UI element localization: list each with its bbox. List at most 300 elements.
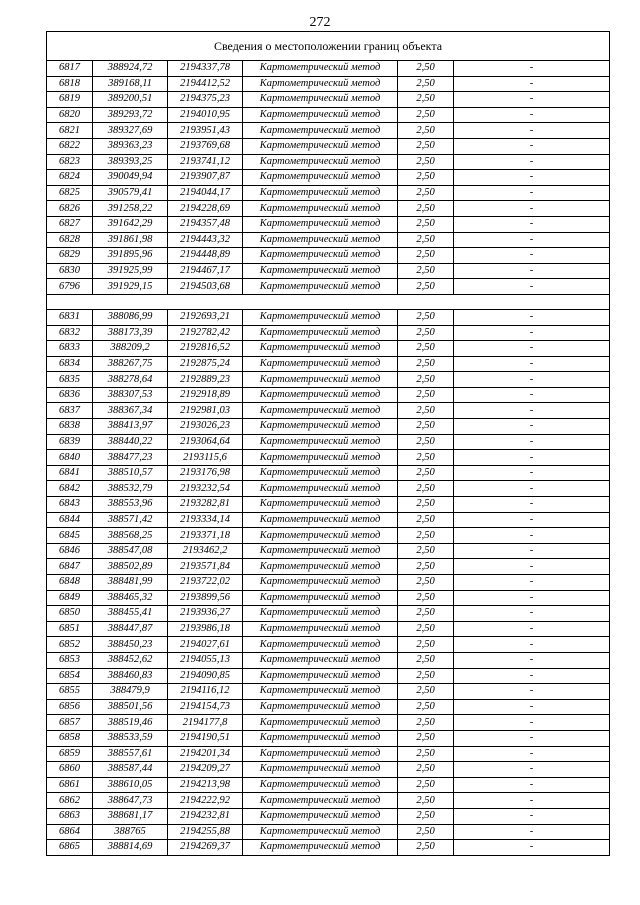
method-cell: Картометрический метод [243, 419, 398, 435]
table-row [47, 450, 610, 466]
y-coordinate-cell: 2193064,64 [168, 434, 243, 450]
x-coordinate-cell: 391895,96 [93, 248, 168, 264]
point-number-cell: 6837 [47, 403, 93, 419]
method-cell: Картометрический метод [243, 107, 398, 123]
method-cell: Картометрический метод [243, 76, 398, 92]
y-coordinate-cell: 2194412,52 [168, 76, 243, 92]
table-row [47, 730, 610, 746]
method-cell: Картометрический метод [243, 450, 398, 466]
table-row [47, 107, 610, 123]
point-number-cell: 6860 [47, 762, 93, 778]
table-row [47, 138, 610, 154]
accuracy-cell: 2,50 [398, 387, 454, 403]
table-row [47, 559, 610, 575]
table-row [47, 465, 610, 481]
accuracy-cell: 2,50 [398, 777, 454, 793]
description-cell: - [454, 621, 610, 637]
description-cell: - [454, 325, 610, 341]
description-cell: - [454, 465, 610, 481]
point-number-cell: 6828 [47, 232, 93, 248]
x-coordinate-cell: 389327,69 [93, 123, 168, 139]
y-coordinate-cell: 2192782,42 [168, 325, 243, 341]
x-coordinate-cell: 388413,97 [93, 419, 168, 435]
table-row [47, 824, 610, 840]
accuracy-cell: 2,50 [398, 123, 454, 139]
y-coordinate-cell: 2193769,68 [168, 138, 243, 154]
group-separator-cell [47, 294, 610, 309]
y-coordinate-cell: 2194201,34 [168, 746, 243, 762]
table-row [47, 185, 610, 201]
y-coordinate-cell: 2194222,92 [168, 793, 243, 809]
method-cell: Картометрический метод [243, 668, 398, 684]
method-cell: Картометрический метод [243, 387, 398, 403]
point-number-cell: 6821 [47, 123, 93, 139]
description-cell: - [454, 606, 610, 622]
description-cell: - [454, 793, 610, 809]
description-cell: - [454, 263, 610, 279]
y-coordinate-cell: 2192816,52 [168, 341, 243, 357]
y-coordinate-cell: 2193176,98 [168, 465, 243, 481]
table-title-row [47, 32, 610, 61]
x-coordinate-cell: 388465,32 [93, 590, 168, 606]
description-cell: - [454, 481, 610, 497]
point-number-cell: 6859 [47, 746, 93, 762]
table-row [47, 621, 610, 637]
point-number-cell: 6852 [47, 637, 93, 653]
point-number-cell: 6844 [47, 512, 93, 528]
point-number-cell: 6842 [47, 481, 93, 497]
group-separator-row [47, 294, 610, 309]
method-cell: Картометрический метод [243, 543, 398, 559]
y-coordinate-cell: 2194209,27 [168, 762, 243, 778]
y-coordinate-cell: 2193334,14 [168, 512, 243, 528]
point-number-cell: 6845 [47, 528, 93, 544]
description-cell: - [454, 248, 610, 264]
method-cell: Картометрический метод [243, 808, 398, 824]
boundary-table [46, 31, 610, 856]
x-coordinate-cell: 388533,59 [93, 730, 168, 746]
point-number-cell: 6823 [47, 154, 93, 170]
method-cell: Картометрический метод [243, 746, 398, 762]
point-number-cell: 6826 [47, 201, 93, 217]
method-cell: Картометрический метод [243, 684, 398, 700]
accuracy-cell: 2,50 [398, 824, 454, 840]
x-coordinate-cell: 389363,23 [93, 138, 168, 154]
description-cell: - [454, 232, 610, 248]
x-coordinate-cell: 389200,51 [93, 92, 168, 108]
point-number-cell: 6849 [47, 590, 93, 606]
x-coordinate-cell: 388568,25 [93, 528, 168, 544]
method-cell: Картометрический метод [243, 201, 398, 217]
y-coordinate-cell: 2193115,6 [168, 450, 243, 466]
description-cell: - [454, 777, 610, 793]
accuracy-cell: 2,50 [398, 652, 454, 668]
description-cell: - [454, 107, 610, 123]
point-number-cell: 6861 [47, 777, 93, 793]
accuracy-cell: 2,50 [398, 232, 454, 248]
table-row [47, 808, 610, 824]
accuracy-cell: 2,50 [398, 543, 454, 559]
accuracy-cell: 2,50 [398, 325, 454, 341]
description-cell: - [454, 684, 610, 700]
x-coordinate-cell: 388587,44 [93, 762, 168, 778]
point-number-cell: 6819 [47, 92, 93, 108]
description-cell: - [454, 403, 610, 419]
point-number-cell: 6830 [47, 263, 93, 279]
table-row [47, 201, 610, 217]
y-coordinate-cell: 2193371,18 [168, 528, 243, 544]
description-cell: - [454, 840, 610, 856]
y-coordinate-cell: 2194213,98 [168, 777, 243, 793]
x-coordinate-cell: 388557,61 [93, 746, 168, 762]
y-coordinate-cell: 2194190,51 [168, 730, 243, 746]
y-coordinate-cell: 2194503,68 [168, 279, 243, 295]
accuracy-cell: 2,50 [398, 730, 454, 746]
x-coordinate-cell: 388553,96 [93, 497, 168, 513]
description-cell: - [454, 341, 610, 357]
y-coordinate-cell: 2194255,88 [168, 824, 243, 840]
table-row [47, 652, 610, 668]
x-coordinate-cell: 391642,29 [93, 216, 168, 232]
point-number-cell: 6833 [47, 341, 93, 357]
table-row [47, 684, 610, 700]
accuracy-cell: 2,50 [398, 170, 454, 186]
accuracy-cell: 2,50 [398, 309, 454, 325]
accuracy-cell: 2,50 [398, 793, 454, 809]
method-cell: Картометрический метод [243, 590, 398, 606]
y-coordinate-cell: 2193722,02 [168, 575, 243, 591]
table-row [47, 590, 610, 606]
table-row [47, 419, 610, 435]
accuracy-cell: 2,50 [398, 341, 454, 357]
x-coordinate-cell: 388477,23 [93, 450, 168, 466]
y-coordinate-cell: 2193936,27 [168, 606, 243, 622]
description-cell: - [454, 185, 610, 201]
method-cell: Картометрический метод [243, 123, 398, 139]
table-row [47, 123, 610, 139]
description-cell: - [454, 92, 610, 108]
table-row [47, 699, 610, 715]
x-coordinate-cell: 388173,39 [93, 325, 168, 341]
x-coordinate-cell: 388460,83 [93, 668, 168, 684]
table-row [47, 543, 610, 559]
x-coordinate-cell: 388647,73 [93, 793, 168, 809]
accuracy-cell: 2,50 [398, 450, 454, 466]
y-coordinate-cell: 2193571,84 [168, 559, 243, 575]
table-row [47, 528, 610, 544]
accuracy-cell: 2,50 [398, 248, 454, 264]
accuracy-cell: 2,50 [398, 107, 454, 123]
description-cell: - [454, 715, 610, 731]
description-cell: - [454, 387, 610, 403]
x-coordinate-cell: 388481,99 [93, 575, 168, 591]
accuracy-cell: 2,50 [398, 715, 454, 731]
y-coordinate-cell: 2194010,95 [168, 107, 243, 123]
description-cell: - [454, 512, 610, 528]
description-cell: - [454, 668, 610, 684]
accuracy-cell: 2,50 [398, 840, 454, 856]
table-row [47, 575, 610, 591]
y-coordinate-cell: 2192875,24 [168, 356, 243, 372]
method-cell: Картометрический метод [243, 606, 398, 622]
x-coordinate-cell: 388519,46 [93, 715, 168, 731]
y-coordinate-cell: 2194357,48 [168, 216, 243, 232]
description-cell: - [454, 762, 610, 778]
method-cell: Картометрический метод [243, 434, 398, 450]
y-coordinate-cell: 2193462,2 [168, 543, 243, 559]
x-coordinate-cell: 391861,98 [93, 232, 168, 248]
description-cell: - [454, 637, 610, 653]
table-row [47, 777, 610, 793]
accuracy-cell: 2,50 [398, 559, 454, 575]
point-number-cell: 6832 [47, 325, 93, 341]
method-cell: Картометрический метод [243, 840, 398, 856]
y-coordinate-cell: 2194055,13 [168, 652, 243, 668]
table-row [47, 606, 610, 622]
description-cell: - [454, 138, 610, 154]
y-coordinate-cell: 2194116,12 [168, 684, 243, 700]
table-row [47, 793, 610, 809]
method-cell: Картометрический метод [243, 325, 398, 341]
point-number-cell: 6848 [47, 575, 93, 591]
point-number-cell: 6846 [47, 543, 93, 559]
accuracy-cell: 2,50 [398, 356, 454, 372]
point-number-cell: 6841 [47, 465, 93, 481]
point-number-cell: 6862 [47, 793, 93, 809]
accuracy-cell: 2,50 [398, 154, 454, 170]
y-coordinate-cell: 2194027,61 [168, 637, 243, 653]
y-coordinate-cell: 2194090,85 [168, 668, 243, 684]
x-coordinate-cell: 388455,41 [93, 606, 168, 622]
point-number-cell: 6817 [47, 61, 93, 77]
x-coordinate-cell: 388501,56 [93, 699, 168, 715]
point-number-cell: 6834 [47, 356, 93, 372]
x-coordinate-cell: 388209,2 [93, 341, 168, 357]
point-number-cell: 6835 [47, 372, 93, 388]
table-row [47, 403, 610, 419]
y-coordinate-cell: 2193026,23 [168, 419, 243, 435]
point-number-cell: 6850 [47, 606, 93, 622]
point-number-cell: 6820 [47, 107, 93, 123]
method-cell: Картометрический метод [243, 824, 398, 840]
point-number-cell: 6855 [47, 684, 93, 700]
method-cell: Картометрический метод [243, 699, 398, 715]
table-row [47, 61, 610, 77]
method-cell: Картометрический метод [243, 730, 398, 746]
point-number-cell: 6858 [47, 730, 93, 746]
point-number-cell: 6854 [47, 668, 93, 684]
point-number-cell: 6831 [47, 309, 93, 325]
accuracy-cell: 2,50 [398, 512, 454, 528]
table-row [47, 387, 610, 403]
accuracy-cell: 2,50 [398, 263, 454, 279]
method-cell: Картометрический метод [243, 263, 398, 279]
description-cell: - [454, 746, 610, 762]
x-coordinate-cell: 388532,79 [93, 481, 168, 497]
x-coordinate-cell: 388367,34 [93, 403, 168, 419]
y-coordinate-cell: 2193899,56 [168, 590, 243, 606]
x-coordinate-cell: 389393,25 [93, 154, 168, 170]
point-number-cell: 6851 [47, 621, 93, 637]
table-body [47, 32, 610, 856]
method-cell: Картометрический метод [243, 637, 398, 653]
description-cell: - [454, 450, 610, 466]
y-coordinate-cell: 2192981,03 [168, 403, 243, 419]
method-cell: Картометрический метод [243, 465, 398, 481]
description-cell: - [454, 528, 610, 544]
accuracy-cell: 2,50 [398, 76, 454, 92]
description-cell: - [454, 154, 610, 170]
point-number-cell: 6847 [47, 559, 93, 575]
table-title: Сведения о местоположении границ объекта [47, 32, 610, 61]
method-cell: Картометрический метод [243, 185, 398, 201]
accuracy-cell: 2,50 [398, 606, 454, 622]
accuracy-cell: 2,50 [398, 419, 454, 435]
y-coordinate-cell: 2194232,81 [168, 808, 243, 824]
table-row [47, 497, 610, 513]
method-cell: Картометрический метод [243, 403, 398, 419]
method-cell: Картометрический метод [243, 170, 398, 186]
description-cell: - [454, 543, 610, 559]
method-cell: Картометрический метод [243, 575, 398, 591]
x-coordinate-cell: 388307,53 [93, 387, 168, 403]
description-cell: - [454, 61, 610, 77]
y-coordinate-cell: 2194375,23 [168, 92, 243, 108]
method-cell: Картометрический метод [243, 621, 398, 637]
accuracy-cell: 2,50 [398, 434, 454, 450]
page-number: 272 [309, 15, 331, 30]
x-coordinate-cell: 391929,15 [93, 279, 168, 295]
x-coordinate-cell: 391925,99 [93, 263, 168, 279]
point-number-cell: 6836 [47, 387, 93, 403]
table-row [47, 434, 610, 450]
accuracy-cell: 2,50 [398, 684, 454, 700]
point-number-cell: 6822 [47, 138, 93, 154]
description-cell: - [454, 419, 610, 435]
description-cell: - [454, 170, 610, 186]
x-coordinate-cell: 391258,22 [93, 201, 168, 217]
method-cell: Картометрический метод [243, 154, 398, 170]
y-coordinate-cell: 2192889,23 [168, 372, 243, 388]
point-number-cell: 6839 [47, 434, 93, 450]
method-cell: Картометрический метод [243, 279, 398, 295]
description-cell: - [454, 279, 610, 295]
y-coordinate-cell: 2194448,89 [168, 248, 243, 264]
description-cell: - [454, 730, 610, 746]
point-number-cell: 6838 [47, 419, 93, 435]
x-coordinate-cell: 388547,08 [93, 543, 168, 559]
point-number-cell: 6864 [47, 824, 93, 840]
description-cell: - [454, 575, 610, 591]
method-cell: Картометрический метод [243, 232, 398, 248]
y-coordinate-cell: 2194177,8 [168, 715, 243, 731]
table-row [47, 356, 610, 372]
point-number-cell: 6824 [47, 170, 93, 186]
description-cell: - [454, 123, 610, 139]
x-coordinate-cell: 388765 [93, 824, 168, 840]
method-cell: Картометрический метод [243, 92, 398, 108]
description-cell: - [454, 824, 610, 840]
accuracy-cell: 2,50 [398, 279, 454, 295]
y-coordinate-cell: 2194154,73 [168, 699, 243, 715]
table-row [47, 481, 610, 497]
point-number-cell: 6827 [47, 216, 93, 232]
table-row [47, 637, 610, 653]
y-coordinate-cell: 2192918,89 [168, 387, 243, 403]
x-coordinate-cell: 388278,64 [93, 372, 168, 388]
table-row [47, 248, 610, 264]
x-coordinate-cell: 390049,94 [93, 170, 168, 186]
y-coordinate-cell: 2193951,43 [168, 123, 243, 139]
method-cell: Картометрический метод [243, 481, 398, 497]
description-cell: - [454, 201, 610, 217]
accuracy-cell: 2,50 [398, 403, 454, 419]
point-number-cell: 6818 [47, 76, 93, 92]
method-cell: Картометрический метод [243, 61, 398, 77]
method-cell: Картометрический метод [243, 528, 398, 544]
x-coordinate-cell: 388681,17 [93, 808, 168, 824]
point-number-cell: 6856 [47, 699, 93, 715]
method-cell: Картометрический метод [243, 715, 398, 731]
table-row [47, 170, 610, 186]
x-coordinate-cell: 388440,22 [93, 434, 168, 450]
y-coordinate-cell: 2193282,81 [168, 497, 243, 513]
y-coordinate-cell: 2193986,18 [168, 621, 243, 637]
point-number-cell: 6796 [47, 279, 93, 295]
description-cell: - [454, 808, 610, 824]
accuracy-cell: 2,50 [398, 590, 454, 606]
description-cell: - [454, 356, 610, 372]
y-coordinate-cell: 2194337,78 [168, 61, 243, 77]
y-coordinate-cell: 2194228,69 [168, 201, 243, 217]
x-coordinate-cell: 389168,11 [93, 76, 168, 92]
table-row [47, 309, 610, 325]
y-coordinate-cell: 2194467,17 [168, 263, 243, 279]
description-cell: - [454, 434, 610, 450]
table-row [47, 216, 610, 232]
method-cell: Картометрический метод [243, 372, 398, 388]
y-coordinate-cell: 2192693,21 [168, 309, 243, 325]
method-cell: Картометрический метод [243, 216, 398, 232]
accuracy-cell: 2,50 [398, 575, 454, 591]
x-coordinate-cell: 388447,87 [93, 621, 168, 637]
description-cell: - [454, 76, 610, 92]
accuracy-cell: 2,50 [398, 216, 454, 232]
method-cell: Картометрический метод [243, 762, 398, 778]
description-cell: - [454, 372, 610, 388]
y-coordinate-cell: 2193741,12 [168, 154, 243, 170]
description-cell: - [454, 309, 610, 325]
table-row [47, 512, 610, 528]
method-cell: Картометрический метод [243, 356, 398, 372]
table-row [47, 154, 610, 170]
x-coordinate-cell: 388510,57 [93, 465, 168, 481]
x-coordinate-cell: 388267,75 [93, 356, 168, 372]
point-number-cell: 6863 [47, 808, 93, 824]
y-coordinate-cell: 2194443,32 [168, 232, 243, 248]
table-row [47, 325, 610, 341]
accuracy-cell: 2,50 [398, 138, 454, 154]
x-coordinate-cell: 388450,23 [93, 637, 168, 653]
point-number-cell: 6840 [47, 450, 93, 466]
method-cell: Картометрический метод [243, 248, 398, 264]
table-row [47, 746, 610, 762]
table-row [47, 341, 610, 357]
accuracy-cell: 2,50 [398, 621, 454, 637]
table-row [47, 715, 610, 731]
table-row [47, 372, 610, 388]
method-cell: Картометрический метод [243, 512, 398, 528]
